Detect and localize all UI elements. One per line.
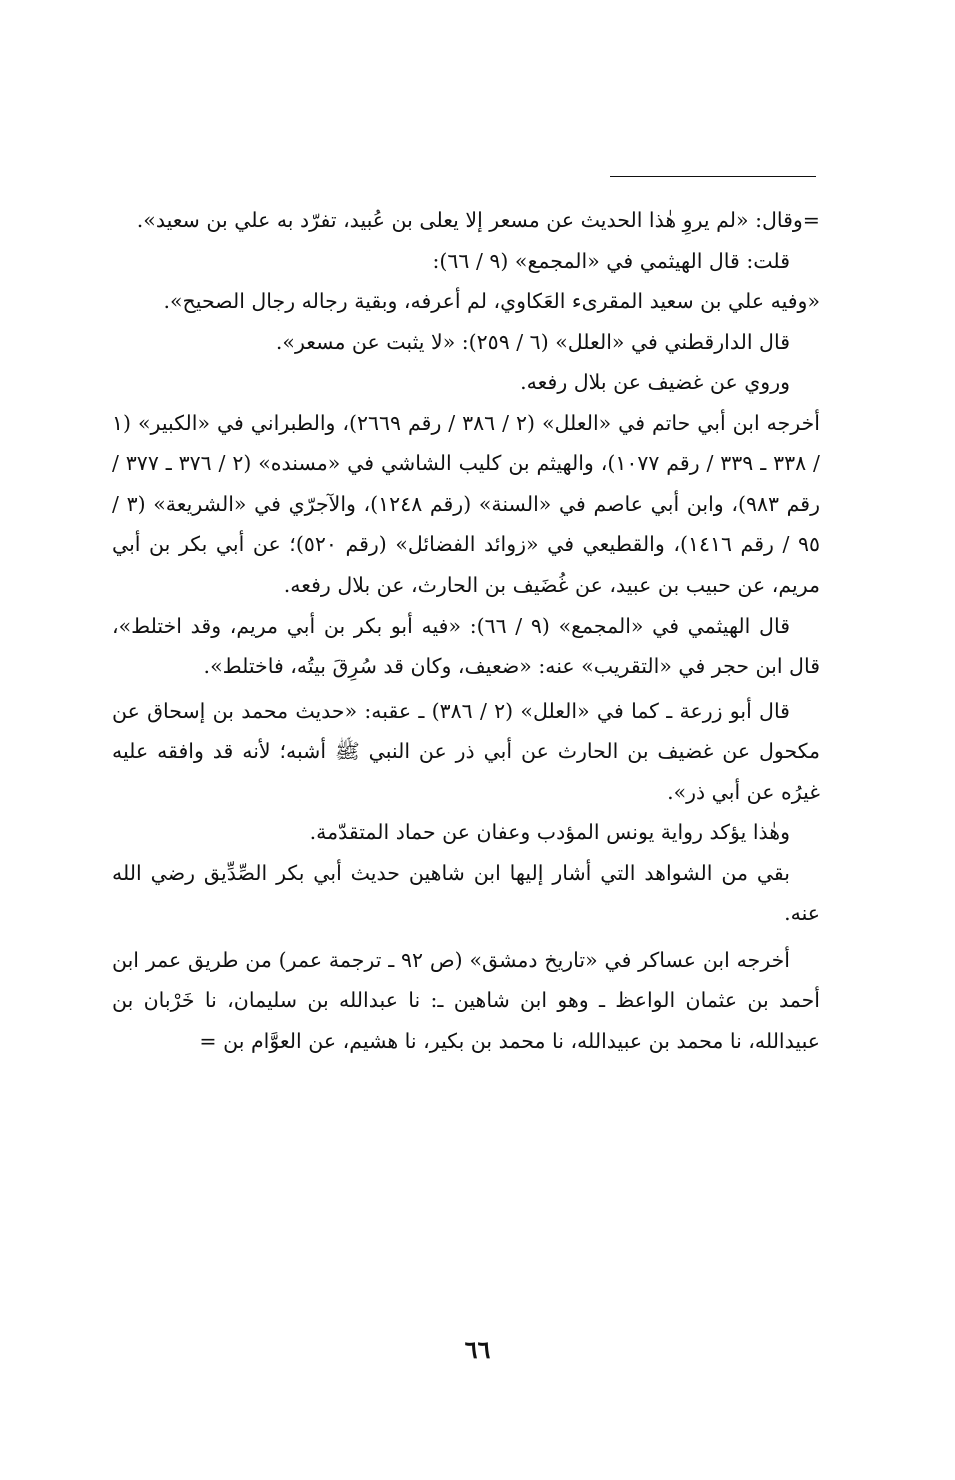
paragraph-6: أخرجه ابن أبي حاتم في «العلل» (٢ / ٣٨٦ / رقم ٢٦٦٩)، والطبراني في «الكبير» (١ / ٣٣٨ ـ ٣٣٩ / رقم ١٠٧٧)، والهيثم بن كليب الشاشي في «مسنده» (٢ / ٣٧٦ ـ ٣٧٧ / رقم ٩٨٣)، وابن أبي عاصم في «السنة» (رقم ١٢٤٨)، والآجرّي في «الشريعة» (٣ / ٩٥ / رقم ١٤١٦)، والقطيعي في «زوائد الفضائل» (رقم ٥٢٠)؛ عن أبي بكر بن أبي مريم، عن حبيب بن عبيد، عن غُضَيف بن الحارث، عن بلال رفعه. (112, 410, 820, 597)
paragraph-2: قلت: قال الهيثمي في «المجمع» (٩ / ٦٦): (432, 248, 790, 273)
paragraph-1: =وقال: «لم يروِ هٰذا الحديث عن مسعر إلا يعلى بن عُبيد، تفرّد به علي بن سعيد». (136, 208, 820, 232)
paragraph-7: قال الهيثمي في «المجمع» (٩ / ٦٦): «فيه أبو بكر بن أبي مريم، وقد اختلط»، قال ابن حجر في «التقريب» عنه: «ضعيف، وكان قد سُرِقَ بيتُه، فاختلط». (112, 613, 820, 679)
page-number: ٦٦ (464, 1335, 491, 1364)
paragraph-3: «وفيه علي بن سعيد المقرىء العَكاوي، لم أعرفه، وبقية رجاله رجال الصحيح». (163, 289, 820, 314)
paragraph-9: وهٰذا يؤكد رواية يونس المؤدب وعفان عن حماد المتقدّمة. (309, 820, 790, 845)
paragraph-4: قال الدارقطني في «العلل» (٦ / ٢٥٩): «لا يثبت عن مسعر». (275, 329, 790, 354)
paragraph-10: بقي من الشواهد التي أشار إليها ابن شاهين حديث أبي بكر الصِّدِّيق رضي الله عنه. (112, 860, 820, 926)
paragraph-8: قال أبو زرعة ـ كما في «العلل» (٢ / ٣٨٦) ـ عقبه: «حديث محمد بن إسحاق عن مكحول عن غضيف بن الحارث عن أبي ذر عن النبي ﷺ أشبه؛ لأنه قد وافقه عليه غيرُه عن أبي ذر». (112, 698, 820, 804)
paragraph-11: أخرجه ابن عساكر في «تاريخ دمشق» (ص ٩٢ ـ ترجمة عمر) من طريق عمر ابن أحمد بن عثمان الواعظ ـ وهو ابن شاهين ـ: نا عبدالله بن سليمان، نا خَرْبان بن عبيدالله، نا محمد بن عبيدالله، نا محمد بن بكير، نا هشيم، عن العوَّام بن = (112, 947, 820, 1053)
footnote-separator (610, 176, 816, 177)
footnote-body (112, 200, 820, 1061)
paragraph-5: وروي عن غضيف عن بلال رفعه. (520, 370, 790, 395)
